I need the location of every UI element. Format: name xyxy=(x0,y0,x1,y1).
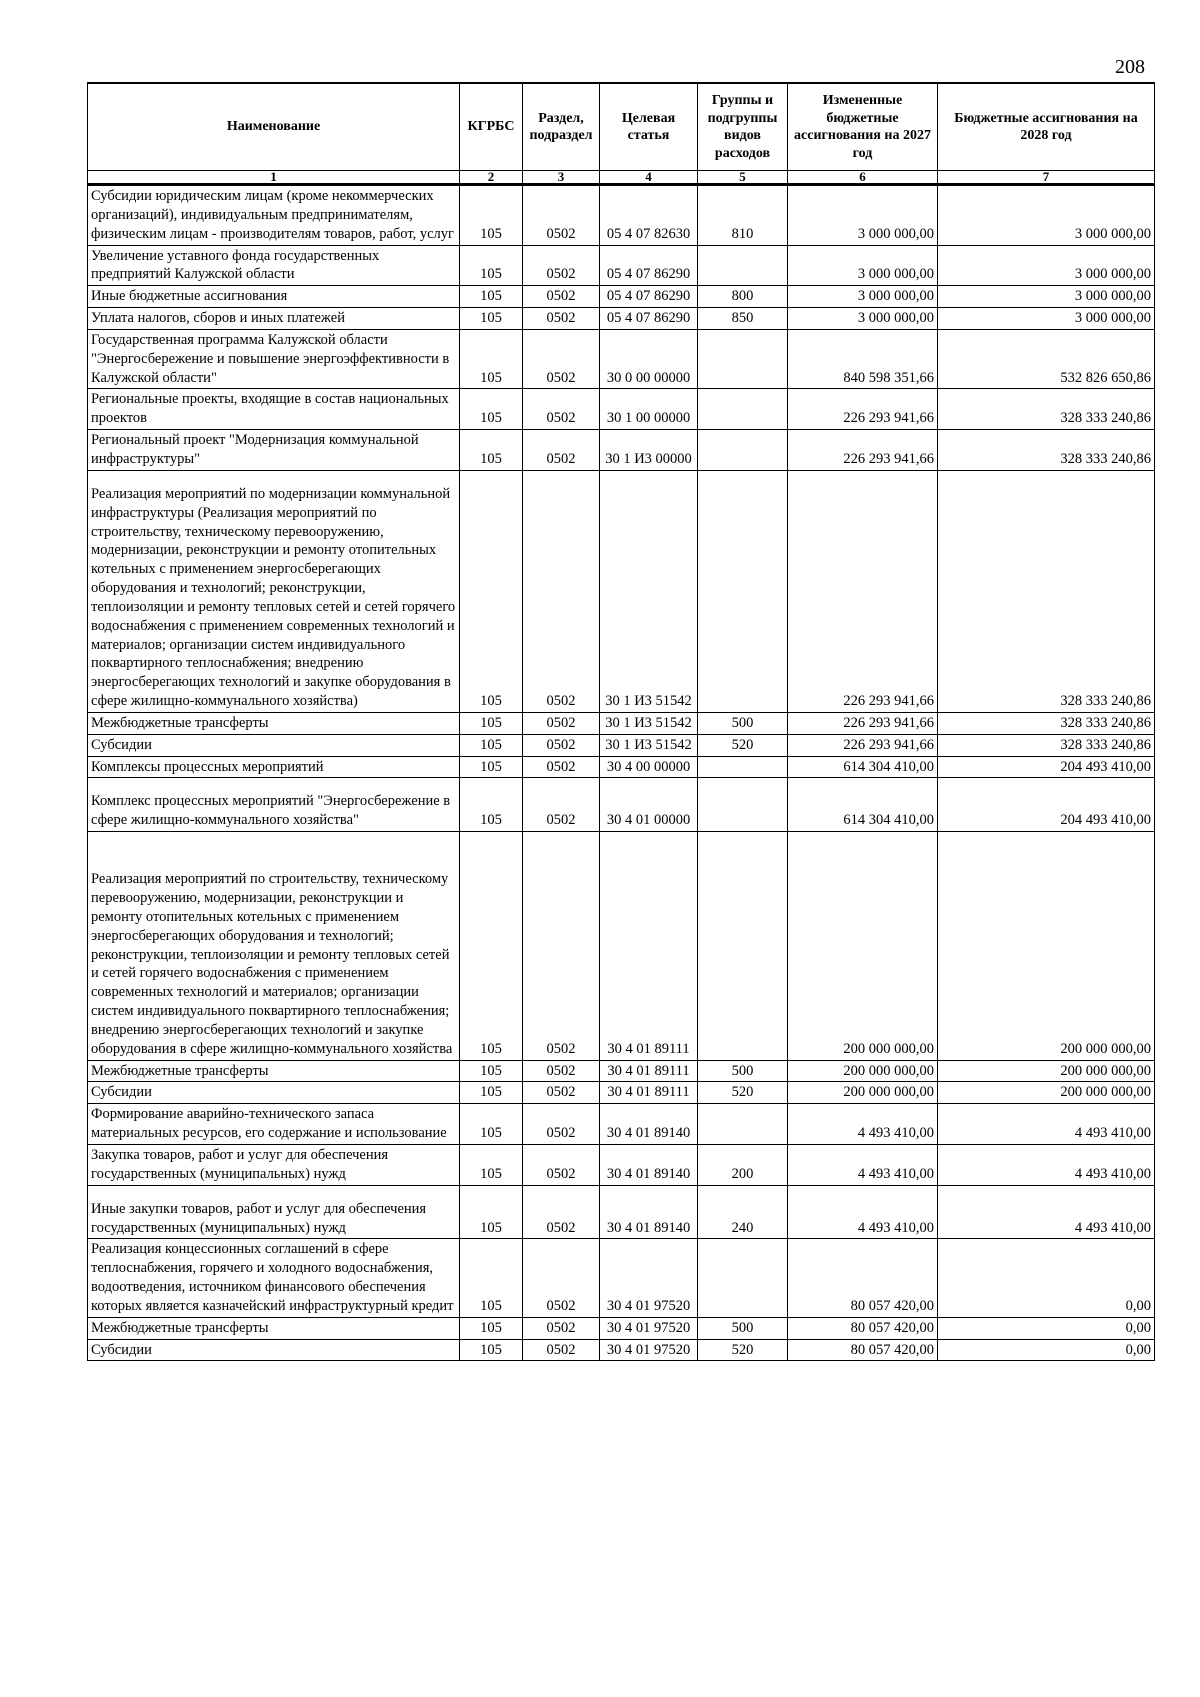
cell-amount-2027: 226 293 941,66 xyxy=(788,734,938,756)
cell-expense-type: 810 xyxy=(698,185,788,246)
cell-target-article: 30 1 И3 51542 xyxy=(600,712,698,734)
cell-amount-2027: 3 000 000,00 xyxy=(788,308,938,330)
cell-target-article: 30 4 01 89111 xyxy=(600,832,698,1060)
cell-razdel: 0502 xyxy=(523,308,600,330)
cell-amount-2027: 226 293 941,66 xyxy=(788,470,938,712)
cell-amount-2027: 226 293 941,66 xyxy=(788,430,938,471)
budget-table xyxy=(87,82,1155,1361)
table-row xyxy=(88,734,1155,756)
cell-amount-2028: 3 000 000,00 xyxy=(938,245,1155,286)
cell-name: Комплексы процессных мероприятий xyxy=(88,756,460,778)
cell-kgrbs: 105 xyxy=(460,832,523,1060)
cell-name: Уплата налогов, сборов и иных платежей xyxy=(88,308,460,330)
cell-amount-2027: 226 293 941,66 xyxy=(788,712,938,734)
cell-expense-type xyxy=(698,832,788,1060)
cell-amount-2027: 80 057 420,00 xyxy=(788,1317,938,1339)
cell-amount-2028: 0,00 xyxy=(938,1239,1155,1317)
cell-target-article: 30 1 00 00000 xyxy=(600,389,698,430)
cell-expense-type xyxy=(698,430,788,471)
cell-target-article: 30 4 01 97520 xyxy=(600,1317,698,1339)
cell-razdel: 0502 xyxy=(523,1317,600,1339)
cell-target-article: 05 4 07 86290 xyxy=(600,245,698,286)
cell-expense-type xyxy=(698,1239,788,1317)
table-row xyxy=(88,1339,1155,1361)
cell-amount-2028: 328 333 240,86 xyxy=(938,430,1155,471)
cell-kgrbs: 105 xyxy=(460,712,523,734)
cell-razdel: 0502 xyxy=(523,832,600,1060)
table-row xyxy=(88,756,1155,778)
cell-amount-2027: 200 000 000,00 xyxy=(788,1060,938,1082)
cell-name: Комплекс процессных мероприятий "Энергосбережение в сфере жилищно-коммунального хозяйства" xyxy=(88,778,460,832)
cell-expense-type xyxy=(698,756,788,778)
cell-razdel: 0502 xyxy=(523,778,600,832)
cell-razdel: 0502 xyxy=(523,470,600,712)
cell-expense-type: 850 xyxy=(698,308,788,330)
cell-kgrbs: 105 xyxy=(460,470,523,712)
cell-name: Субсидии xyxy=(88,734,460,756)
cell-razdel: 0502 xyxy=(523,245,600,286)
cell-amount-2027: 614 304 410,00 xyxy=(788,756,938,778)
cell-amount-2027: 3 000 000,00 xyxy=(788,286,938,308)
cell-name: Региональные проекты, входящие в состав национальных проектов xyxy=(88,389,460,430)
cell-razdel: 0502 xyxy=(523,756,600,778)
cell-razdel: 0502 xyxy=(523,712,600,734)
cell-amount-2028: 328 333 240,86 xyxy=(938,712,1155,734)
cell-kgrbs: 105 xyxy=(460,734,523,756)
table-row xyxy=(88,286,1155,308)
cell-kgrbs: 105 xyxy=(460,756,523,778)
cell-amount-2028: 4 493 410,00 xyxy=(938,1185,1155,1239)
cell-amount-2027: 840 598 351,66 xyxy=(788,329,938,389)
cell-amount-2027: 200 000 000,00 xyxy=(788,832,938,1060)
table-row xyxy=(88,712,1155,734)
cell-razdel: 0502 xyxy=(523,1185,600,1239)
cell-target-article: 30 4 01 00000 xyxy=(600,778,698,832)
cell-amount-2028: 328 333 240,86 xyxy=(938,470,1155,712)
cell-amount-2027: 4 493 410,00 xyxy=(788,1104,938,1145)
cell-kgrbs: 105 xyxy=(460,778,523,832)
table-row xyxy=(88,1060,1155,1082)
cell-expense-type: 520 xyxy=(698,1339,788,1361)
cell-expense-type xyxy=(698,245,788,286)
cell-amount-2027: 3 000 000,00 xyxy=(788,185,938,246)
cell-amount-2027: 4 493 410,00 xyxy=(788,1144,938,1185)
table-row xyxy=(88,245,1155,286)
cell-name: Межбюджетные трансферты xyxy=(88,712,460,734)
cell-kgrbs: 105 xyxy=(460,308,523,330)
cell-razdel: 0502 xyxy=(523,1104,600,1145)
cell-amount-2028: 3 000 000,00 xyxy=(938,286,1155,308)
table-row xyxy=(88,1239,1155,1317)
cell-expense-type: 500 xyxy=(698,1060,788,1082)
cell-kgrbs: 105 xyxy=(460,286,523,308)
cell-razdel: 0502 xyxy=(523,286,600,308)
cell-target-article: 30 1 И3 51542 xyxy=(600,470,698,712)
table-row xyxy=(88,1082,1155,1104)
cell-target-article: 05 4 07 82630 xyxy=(600,185,698,246)
cell-kgrbs: 105 xyxy=(460,1104,523,1145)
cell-razdel: 0502 xyxy=(523,734,600,756)
cell-kgrbs: 105 xyxy=(460,430,523,471)
column-number: 6 xyxy=(788,171,938,185)
cell-expense-type xyxy=(698,389,788,430)
cell-razdel: 0502 xyxy=(523,1082,600,1104)
cell-target-article: 05 4 07 86290 xyxy=(600,308,698,330)
cell-expense-type: 800 xyxy=(698,286,788,308)
cell-kgrbs: 105 xyxy=(460,389,523,430)
table-row xyxy=(88,389,1155,430)
cell-target-article: 05 4 07 86290 xyxy=(600,286,698,308)
cell-expense-type: 240 xyxy=(698,1185,788,1239)
table-row xyxy=(88,1317,1155,1339)
cell-name: Реализация мероприятий по модернизации коммунальной инфраструктуры (Реализация мероприятий по строительству, техническому перевооружению, модернизации, реконструкции и ремонту отопительных котельных с применением энергосберегающих оборудования и технологий; реконструкции, теплоизоляции и ремонту тепловых сетей и сетей горячего водоснабжения с применением современных технологий и материалов; организации систем индивидуального поквартирного теплоснабжения; внедрению энергосберегающих технологий и закупке оборудования в сфере жилищно-коммунального хозяйства) xyxy=(88,470,460,712)
header-razdel: Раздел, подраздел xyxy=(523,83,600,171)
cell-razdel: 0502 xyxy=(523,1144,600,1185)
table-row xyxy=(88,430,1155,471)
header-target-article: Целевая статья xyxy=(600,83,698,171)
cell-target-article: 30 4 01 89111 xyxy=(600,1060,698,1082)
cell-amount-2028: 204 493 410,00 xyxy=(938,778,1155,832)
cell-razdel: 0502 xyxy=(523,329,600,389)
cell-amount-2027: 80 057 420,00 xyxy=(788,1239,938,1317)
cell-amount-2028: 328 333 240,86 xyxy=(938,389,1155,430)
header-kgrbs: КГРБС xyxy=(460,83,523,171)
table-row xyxy=(88,470,1155,712)
cell-name: Увеличение уставного фонда государственных предприятий Калужской области xyxy=(88,245,460,286)
cell-razdel: 0502 xyxy=(523,389,600,430)
cell-name: Иные закупки товаров, работ и услуг для обеспечения государственных (муниципальных) нужд xyxy=(88,1185,460,1239)
cell-target-article: 30 4 01 89140 xyxy=(600,1144,698,1185)
cell-target-article: 30 1 И3 00000 xyxy=(600,430,698,471)
cell-name: Формирование аварийно-технического запаса материальных ресурсов, его содержание и использование xyxy=(88,1104,460,1145)
cell-amount-2028: 532 826 650,86 xyxy=(938,329,1155,389)
cell-name: Закупка товаров, работ и услуг для обеспечения государственных (муниципальных) нужд xyxy=(88,1144,460,1185)
cell-name: Субсидии юридическим лицам (кроме некоммерческих организаций), индивидуальным предпринимателям, физическим лицам - производителям товаров, работ, услуг xyxy=(88,185,460,246)
table-row xyxy=(88,329,1155,389)
cell-expense-type: 500 xyxy=(698,1317,788,1339)
cell-expense-type xyxy=(698,329,788,389)
cell-amount-2027: 4 493 410,00 xyxy=(788,1185,938,1239)
cell-amount-2027: 3 000 000,00 xyxy=(788,245,938,286)
column-number: 5 xyxy=(698,171,788,185)
table-row xyxy=(88,1144,1155,1185)
cell-target-article: 30 4 01 89111 xyxy=(600,1082,698,1104)
cell-amount-2028: 0,00 xyxy=(938,1339,1155,1361)
cell-razdel: 0502 xyxy=(523,1060,600,1082)
column-number: 4 xyxy=(600,171,698,185)
cell-kgrbs: 105 xyxy=(460,1339,523,1361)
page-number: 208 xyxy=(1115,56,1145,78)
cell-expense-type: 500 xyxy=(698,712,788,734)
cell-expense-type: 520 xyxy=(698,1082,788,1104)
cell-kgrbs: 105 xyxy=(460,1082,523,1104)
cell-razdel: 0502 xyxy=(523,430,600,471)
cell-name: Государственная программа Калужской области "Энергосбережение и повышение энергоэффективности в Калужской области" xyxy=(88,329,460,389)
cell-razdel: 0502 xyxy=(523,1239,600,1317)
cell-expense-type: 200 xyxy=(698,1144,788,1185)
cell-name: Региональный проект "Модернизация коммунальной инфраструктуры" xyxy=(88,430,460,471)
cell-amount-2027: 226 293 941,66 xyxy=(788,389,938,430)
cell-amount-2028: 200 000 000,00 xyxy=(938,832,1155,1060)
cell-target-article: 30 0 00 00000 xyxy=(600,329,698,389)
cell-name: Субсидии xyxy=(88,1339,460,1361)
cell-amount-2027: 200 000 000,00 xyxy=(788,1082,938,1104)
cell-target-article: 30 4 01 89140 xyxy=(600,1185,698,1239)
cell-amount-2028: 3 000 000,00 xyxy=(938,185,1155,246)
header-amount-2028: Бюджетные ассигнования на 2028 год xyxy=(938,83,1155,171)
cell-kgrbs: 105 xyxy=(460,245,523,286)
cell-kgrbs: 105 xyxy=(460,329,523,389)
table-row xyxy=(88,778,1155,832)
cell-name: Реализация мероприятий по строительству, техническому перевооружению, модернизации, реконструкции и ремонту отопительных котельных с применением энергосберегающих оборудования и технологий; реконструкции, теплоизоляции и ремонту тепловых сетей и сетей горячего водоснабжения с применением современных технологий и материалов; организации систем индивидуального поквартирного теплоснабжения; внедрению энергосберегающих технологий и закупке оборудования в сфере жилищно-коммунального хозяйства xyxy=(88,832,460,1060)
cell-target-article: 30 4 01 89140 xyxy=(600,1104,698,1145)
cell-amount-2027: 614 304 410,00 xyxy=(788,778,938,832)
cell-name: Реализация концессионных соглашений в сфере теплоснабжения, горячего и холодного водоснабжения, водоотведения, источником финансового обеспечения которых является казначейский инфраструктурный кредит xyxy=(88,1239,460,1317)
header-name: Наименование xyxy=(88,83,460,171)
cell-razdel: 0502 xyxy=(523,1339,600,1361)
cell-amount-2028: 328 333 240,86 xyxy=(938,734,1155,756)
cell-amount-2028: 4 493 410,00 xyxy=(938,1144,1155,1185)
cell-amount-2027: 80 057 420,00 xyxy=(788,1339,938,1361)
cell-expense-type xyxy=(698,778,788,832)
cell-expense-type xyxy=(698,470,788,712)
cell-amount-2028: 200 000 000,00 xyxy=(938,1082,1155,1104)
cell-target-article: 30 4 01 97520 xyxy=(600,1239,698,1317)
cell-razdel: 0502 xyxy=(523,185,600,246)
header-expense-type: Группы и подгруппы видов расходов xyxy=(698,83,788,171)
cell-name: Межбюджетные трансферты xyxy=(88,1317,460,1339)
table-row xyxy=(88,1104,1155,1145)
cell-amount-2028: 0,00 xyxy=(938,1317,1155,1339)
cell-target-article: 30 4 00 00000 xyxy=(600,756,698,778)
cell-target-article: 30 4 01 97520 xyxy=(600,1339,698,1361)
column-number: 7 xyxy=(938,171,1155,185)
cell-kgrbs: 105 xyxy=(460,1060,523,1082)
cell-kgrbs: 105 xyxy=(460,1239,523,1317)
cell-name: Субсидии xyxy=(88,1082,460,1104)
cell-amount-2028: 4 493 410,00 xyxy=(938,1104,1155,1145)
table-row xyxy=(88,308,1155,330)
column-number: 2 xyxy=(460,171,523,185)
cell-expense-type xyxy=(698,1104,788,1145)
cell-expense-type: 520 xyxy=(698,734,788,756)
cell-amount-2028: 200 000 000,00 xyxy=(938,1060,1155,1082)
table-row xyxy=(88,185,1155,246)
column-number: 1 xyxy=(88,171,460,185)
header-amount-2027: Измененные бюджетные ассигнования на 2027 год xyxy=(788,83,938,171)
column-number: 3 xyxy=(523,171,600,185)
cell-kgrbs: 105 xyxy=(460,185,523,246)
table-row xyxy=(88,1185,1155,1239)
cell-target-article: 30 1 И3 51542 xyxy=(600,734,698,756)
cell-amount-2028: 204 493 410,00 xyxy=(938,756,1155,778)
cell-kgrbs: 105 xyxy=(460,1144,523,1185)
cell-name: Межбюджетные трансферты xyxy=(88,1060,460,1082)
cell-amount-2028: 3 000 000,00 xyxy=(938,308,1155,330)
cell-kgrbs: 105 xyxy=(460,1185,523,1239)
cell-kgrbs: 105 xyxy=(460,1317,523,1339)
table-row xyxy=(88,832,1155,1060)
table-body xyxy=(88,185,1155,1361)
cell-name: Иные бюджетные ассигнования xyxy=(88,286,460,308)
